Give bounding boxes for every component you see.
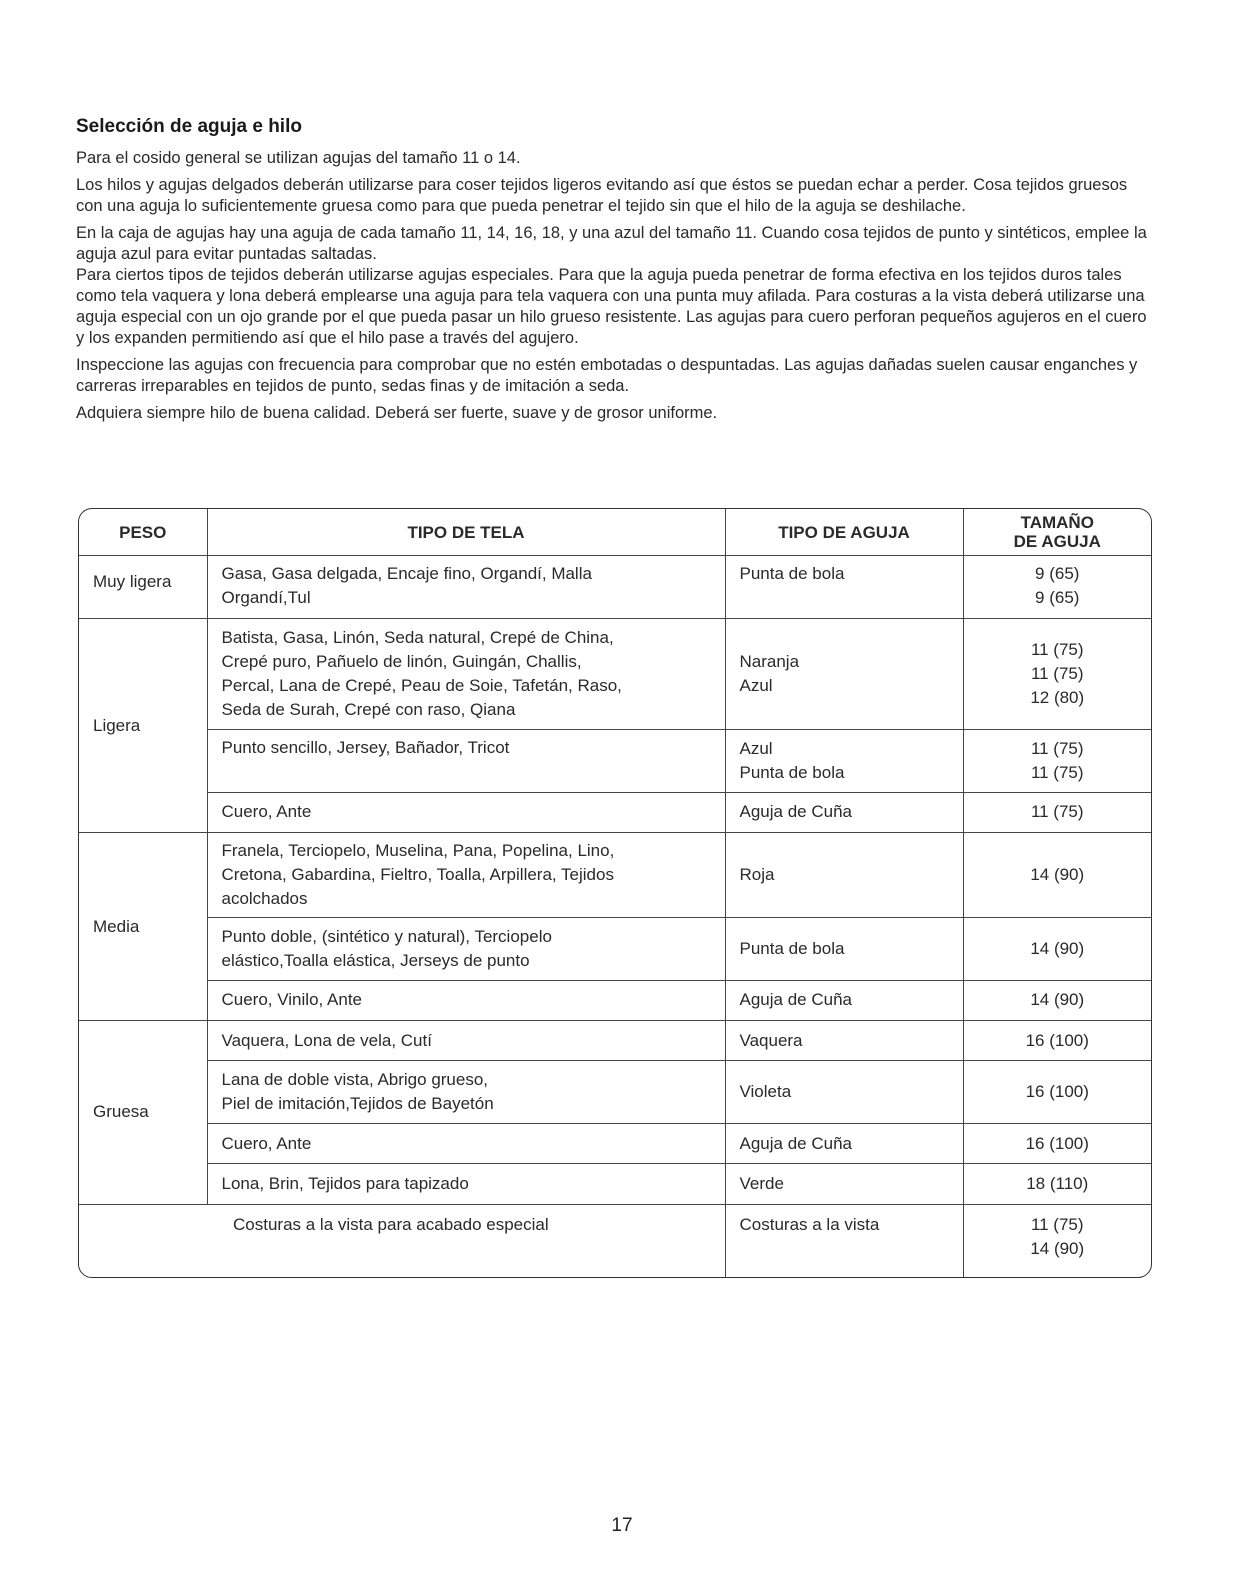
- tela-cell: [79, 1204, 725, 1277]
- peso-media: Media: [79, 833, 207, 1021]
- aguja-cell: [725, 1020, 963, 1060]
- size-line: 14 (90): [1030, 865, 1085, 885]
- paragraph-inspect-needles: Inspeccione las agujas con frecuencia para comprobar que no estén embotadas o despuntadas. Las agujas dañadas suelen causar enganches y carreras irreparables en tejidos de punto, sedas finas y de imitación a seda.: [76, 356, 1138, 395]
- paragraph-thread-quality: Adquiera siempre hilo de buena calidad. Deberá ser fuerte, suave y de grosor uniforme.: [76, 404, 718, 422]
- aguja-cell: [725, 1204, 963, 1277]
- size-line: 18 (110): [1026, 1174, 1089, 1194]
- tela-line: Vaquera, Lona de vela, Cutí: [221, 1030, 432, 1050]
- size-line: 11 (75): [1030, 762, 1084, 782]
- size-line: 11 (75): [1030, 738, 1084, 758]
- tela-cell: [207, 792, 725, 832]
- size-line: 9 (65): [1035, 588, 1080, 608]
- tela-line: Punto sencillo, Jersey, Bañador, Tricot: [221, 738, 510, 758]
- header-peso: PESO: [79, 509, 207, 556]
- aguja-line: Verde: [739, 1174, 784, 1194]
- table-row: [79, 792, 1151, 832]
- size-cell: [963, 1020, 1151, 1060]
- size-line: 11 (75): [1030, 1214, 1084, 1234]
- tela-line: Lana de doble vista, Abrigo grueso,: [221, 1070, 489, 1090]
- tela-line: acolchados: [221, 889, 308, 909]
- table-header-row: [79, 509, 1151, 556]
- aguja-line: Aguja de Cuña: [739, 990, 852, 1010]
- peso-muy-ligera: Muy ligera: [79, 556, 207, 619]
- aguja-cell: [725, 556, 963, 619]
- size-cell: [963, 730, 1151, 793]
- size-line: 11 (75): [1030, 664, 1084, 684]
- table-row: [79, 917, 1151, 980]
- size-line: 9 (65): [1035, 564, 1080, 584]
- aguja-line: Punta de bola: [739, 762, 845, 782]
- tela-line: Cuero, Vinilo, Ante: [221, 990, 362, 1010]
- aguja-cell: [725, 792, 963, 832]
- tela-cell: [207, 730, 725, 793]
- tela-line: Cuero, Ante: [221, 802, 312, 822]
- header-tamano-aguja: [963, 509, 1151, 556]
- aguja-line: Violeta: [739, 1082, 792, 1102]
- aguja-line: Costuras a la vista: [739, 1214, 880, 1234]
- page-content: [76, 116, 1151, 430]
- table-row: [79, 1020, 1151, 1060]
- header-tamano-line2: DE AGUJA: [1013, 532, 1101, 552]
- table-row: [79, 833, 1151, 918]
- aguja-line: Vaquera: [739, 1030, 803, 1050]
- size-cell: [963, 917, 1151, 980]
- peso-ligera: Ligera: [79, 619, 207, 833]
- aguja-line: Aguja de Cuña: [739, 802, 852, 822]
- tela-line: Cretona, Gabardina, Fieltro, Toalla, Arpillera, Tejidos: [221, 865, 614, 885]
- tela-cell: [207, 1061, 725, 1124]
- tela-line: elástico,Toalla elástica, Jerseys de punto: [221, 950, 530, 970]
- peso-gruesa: Gruesa: [79, 1020, 207, 1204]
- table-row: [79, 1061, 1151, 1124]
- size-line: 14 (90): [1030, 1238, 1085, 1258]
- tela-cell: [207, 556, 725, 619]
- tela-line: Punto doble, (sintético y natural), Terciopelo: [221, 926, 552, 946]
- table-row: [79, 1123, 1151, 1163]
- needle-thread-table: [78, 508, 1152, 1278]
- table-row: [79, 980, 1151, 1020]
- page-number: 17: [611, 1515, 633, 1536]
- tela-line: Costuras a la vista para acabado especial: [233, 1214, 549, 1234]
- aguja-cell: [725, 917, 963, 980]
- tela-cell: [207, 833, 725, 918]
- tela-cell: [207, 619, 725, 730]
- paragraph-thin-threads: Los hilos y agujas delgados deberán utilizarse para coser tejidos ligeros evitando así que éstos se puedan echar a perder. Cosa tejidos gruesos con una aguja lo suficientemente gruesa como para que pueda penetrar el tejido sin que el hilo de la aguja se deshilache.: [76, 176, 1128, 215]
- size-line: 16 (100): [1025, 1030, 1089, 1050]
- tela-line: Percal, Lana de Crepé, Peau de Soie, Tafetán, Raso,: [221, 676, 622, 696]
- section-heading: Selección de aguja e hilo: [76, 116, 302, 137]
- aguja-line: Azul: [739, 676, 773, 696]
- aguja-cell: [725, 980, 963, 1020]
- aguja-cell: [725, 1123, 963, 1163]
- tela-line: Cuero, Ante: [221, 1133, 312, 1153]
- tela-line: Piel de imitación,Tejidos de Bayetón: [221, 1094, 494, 1114]
- size-line: 12 (80): [1030, 688, 1085, 708]
- aguja-line: Naranja: [739, 652, 800, 672]
- tela-line: Lona, Brin, Tejidos para tapizado: [221, 1174, 469, 1194]
- size-cell: [963, 980, 1151, 1020]
- size-line: 11 (75): [1030, 640, 1084, 660]
- size-cell: [963, 556, 1151, 619]
- aguja-cell: [725, 1061, 963, 1124]
- size-cell: [963, 1164, 1151, 1204]
- tela-line: Seda de Surah, Crepé con raso, Qiana: [221, 700, 516, 720]
- table-row: [79, 556, 1151, 619]
- tela-cell: [207, 980, 725, 1020]
- tela-cell: [207, 1123, 725, 1163]
- header-tipo-tela: TIPO DE TELA: [207, 509, 725, 556]
- table-row: [79, 730, 1151, 793]
- aguja-cell: [725, 833, 963, 918]
- size-cell: [963, 619, 1151, 730]
- tela-line: Franela, Terciopelo, Muselina, Pana, Popelina, Lino,: [221, 841, 615, 861]
- aguja-line: Punta de bola: [739, 938, 845, 958]
- tela-line: Gasa, Gasa delgada, Encaje fino, Organdí, Malla: [221, 564, 592, 584]
- size-cell: [963, 1061, 1151, 1124]
- table-row: [79, 1164, 1151, 1204]
- aguja-cell: [725, 619, 963, 730]
- paragraph-needle-box: En la caja de agujas hay una aguja de cada tamaño 11, 14, 16, 18, y una azul del tamaño 11. Cuando cosa tejidos de punto y sintéticos, emplee la aguja azul para evitar puntadas saltadas.: [76, 224, 1147, 263]
- tela-line: Crepé puro, Pañuelo de linón, Guingán, Challis,: [221, 652, 582, 672]
- aguja-cell: [725, 1164, 963, 1204]
- size-cell: [963, 792, 1151, 832]
- size-line: 14 (90): [1030, 990, 1085, 1010]
- size-cell: [963, 1123, 1151, 1163]
- tela-line: Organdí,Tul: [221, 588, 311, 608]
- size-cell: [963, 1204, 1151, 1277]
- paragraph-special-needles: Para ciertos tipos de tejidos deberán utilizarse agujas especiales. Para que la aguja pueda penetrar de forma efectiva en los tejidos duros tales como tela vaquera y lona deberá emplearse una aguja para tela vaquera con una punta muy afilada. Para costuras a la vista deberá utilizarse una aguja especial con un ojo grande por el que pueda pasar un hilo grueso resistente. Las agujas para cuero perforan pequeños agujeros en el cuero y los expanden permitiendo así que el hilo pase a través del agujero.: [76, 266, 1147, 347]
- size-line: 11 (75): [1030, 802, 1084, 822]
- aguja-line: Aguja de Cuña: [739, 1133, 852, 1153]
- tela-cell: [207, 1164, 725, 1204]
- aguja-cell: [725, 730, 963, 793]
- tela-cell: [207, 1020, 725, 1060]
- header-tipo-aguja: TIPO DE AGUJA: [725, 509, 963, 556]
- aguja-line: Roja: [739, 865, 775, 885]
- aguja-line: Punta de bola: [739, 564, 845, 584]
- header-tamano-line1: TAMAÑO: [1020, 513, 1094, 533]
- tela-line: Batista, Gasa, Linón, Seda natural, Crepé de China,: [221, 628, 614, 648]
- table-row: [79, 619, 1151, 730]
- size-line: 16 (100): [1025, 1133, 1089, 1153]
- tela-cell: [207, 917, 725, 980]
- paragraph-general-use: Para el cosido general se utilizan agujas del tamaño 11 o 14.: [76, 149, 521, 167]
- size-line: 14 (90): [1030, 938, 1085, 958]
- aguja-line: Azul: [739, 738, 773, 758]
- size-line: 16 (100): [1025, 1082, 1089, 1102]
- table-row: [79, 1204, 1151, 1277]
- size-cell: [963, 833, 1151, 918]
